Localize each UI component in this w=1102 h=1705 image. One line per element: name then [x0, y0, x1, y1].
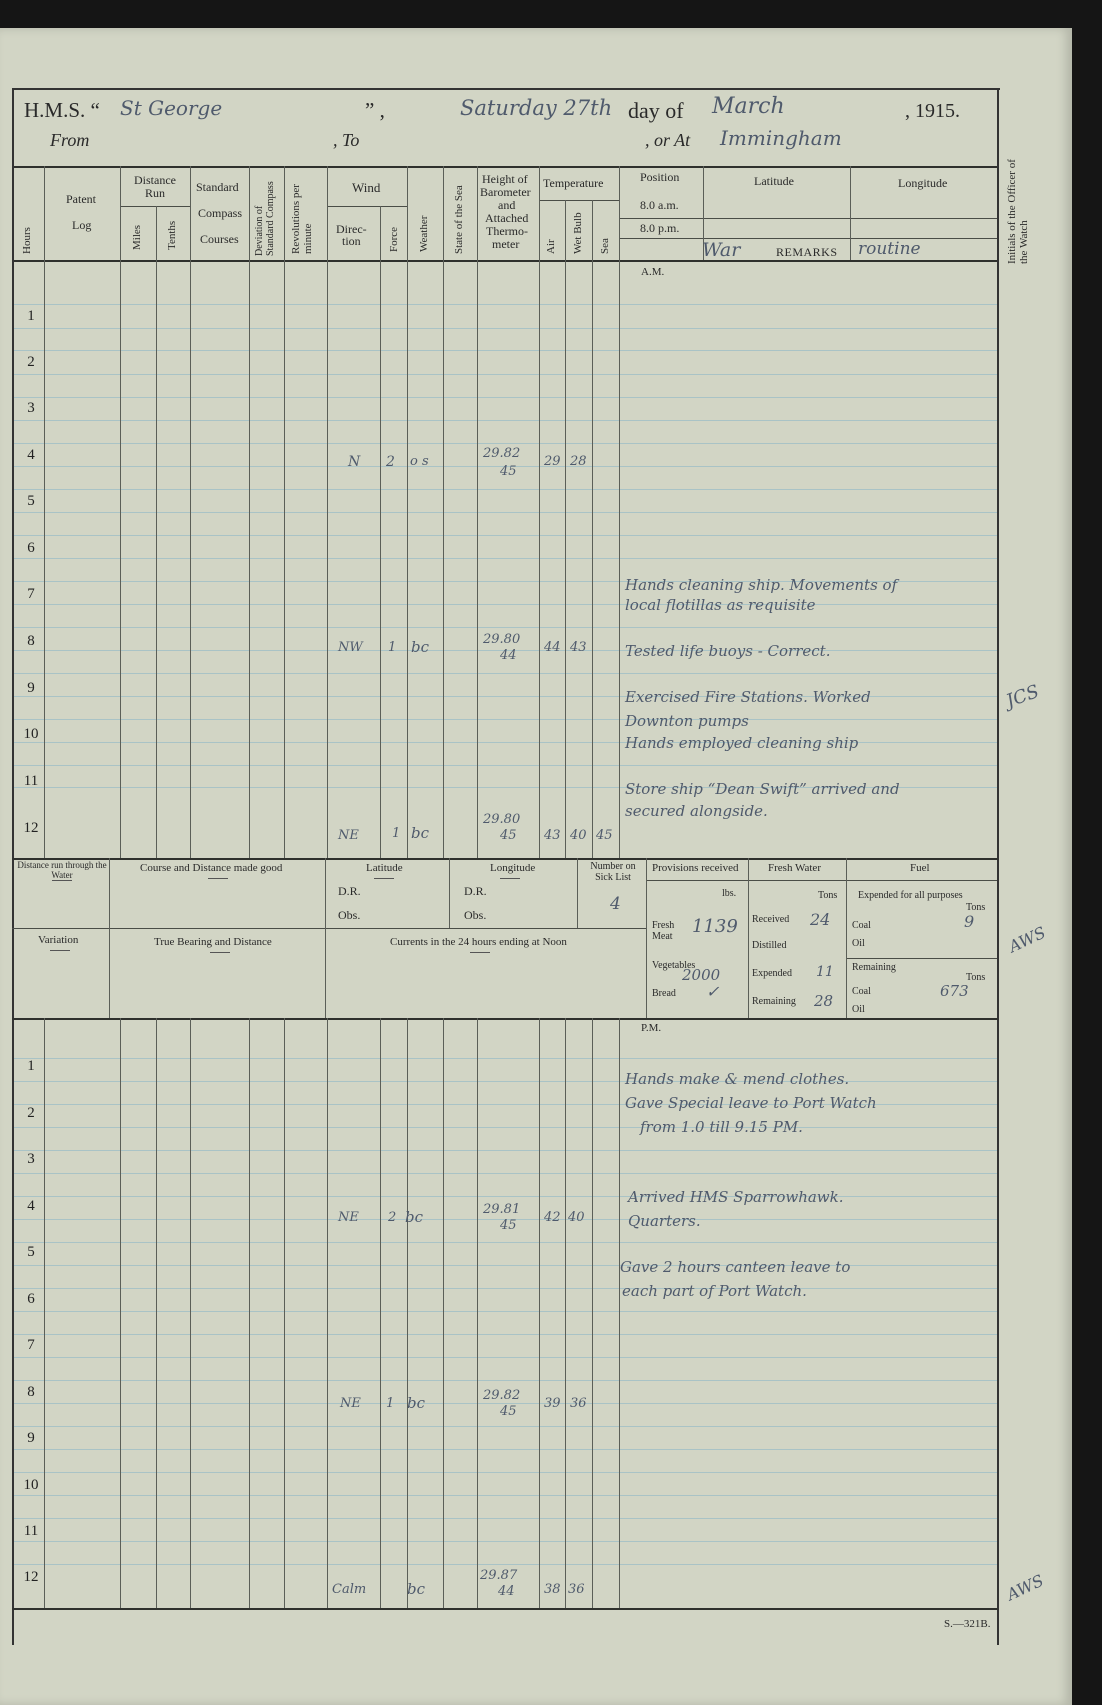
from-label: From	[50, 130, 90, 150]
col-pos-pm: 8.0 p.m.	[640, 221, 680, 235]
col-longitude: Longitude	[898, 176, 948, 190]
water-expended: Expended	[752, 968, 792, 979]
noon-longitude: Longitude	[490, 862, 536, 874]
col-miles: Miles	[131, 224, 143, 250]
thermometer: 45	[500, 828, 517, 843]
fuel-oil: Oil	[852, 938, 865, 949]
wind-direction: NW	[338, 640, 363, 655]
fuel-expended-all: Expended for all purposes	[858, 890, 963, 901]
pm-hour: 3	[27, 1151, 35, 1167]
am-hour: 4	[27, 447, 35, 463]
column-header-bottom	[12, 260, 998, 262]
pm-hour: 5	[27, 1244, 35, 1260]
barometer: 29.82	[483, 446, 521, 461]
wind-force: 1	[386, 1396, 395, 1411]
remark-line: local flotillas as requisite	[625, 596, 816, 614]
am-hour: 1	[27, 308, 35, 324]
col-patent-1: Patent	[66, 192, 96, 206]
air-temp: 38	[544, 1582, 561, 1597]
prov-lbs: lbs.	[722, 888, 737, 899]
prov-vegetables-value: 2000	[682, 966, 721, 984]
noon-variation: Variation	[38, 934, 79, 946]
pm-label: P.M.	[641, 1022, 662, 1034]
pm-hour: 10	[23, 1477, 39, 1493]
water-received-value: 24	[810, 910, 831, 929]
pm-hour: 2	[27, 1105, 35, 1121]
remark-line: Gave Special leave to Port Watch	[625, 1094, 877, 1112]
remark-line: each part of Port Watch.	[622, 1282, 807, 1300]
col-standard-3: Courses	[200, 232, 239, 246]
pm-hour: 1	[27, 1058, 35, 1074]
col-initials: Initials of the Officer of the Watch	[1006, 159, 1030, 264]
remark-line: secured alongside.	[625, 802, 768, 820]
quote-close: ” ,	[365, 98, 385, 122]
remark-line: Hands make & mend clothes.	[625, 1070, 850, 1088]
sea-temp: 45	[596, 828, 613, 843]
col-remarks: REMARKS	[776, 245, 838, 259]
water-tons: Tons	[818, 890, 838, 901]
remark-line: Exercised Fire Stations. Worked	[625, 688, 871, 706]
remark-line: Quarters.	[628, 1212, 701, 1230]
am-hour: 2	[27, 354, 35, 370]
remark-line: Store ship “Dean Swift” arrived and	[625, 780, 900, 798]
am-hour: 6	[27, 540, 35, 556]
weather: bc	[411, 824, 430, 842]
water-remaining: Remaining	[752, 996, 796, 1007]
weather: bc	[411, 638, 430, 656]
water-label: Fresh Water	[768, 862, 821, 874]
am-hour: 8	[27, 633, 35, 649]
am-hour: 7	[27, 586, 35, 602]
noon-lat-dr: D.R.	[338, 884, 361, 898]
to-label: , To	[333, 130, 360, 150]
col-weather: Weather	[418, 215, 430, 252]
air-temp: 44	[544, 640, 561, 655]
barometer: 29.80	[483, 812, 521, 827]
air-temp: 42	[544, 1210, 561, 1225]
remark-line: from 1.0 till 9.15 PM.	[640, 1118, 803, 1136]
am-label: A.M.	[641, 266, 665, 278]
prov-bread-value: ✓	[706, 982, 720, 1001]
noon-initials: AWS	[1005, 922, 1049, 957]
noon-lon-dr: D.R.	[464, 884, 487, 898]
water-received: Received	[752, 914, 790, 925]
wind-force: 1	[392, 826, 401, 841]
pm-hour: 4	[27, 1198, 35, 1214]
prov-label: Provisions received	[652, 862, 739, 874]
col-revolutions: Revolutions per minute	[290, 184, 314, 254]
ship-name: St George	[120, 96, 223, 120]
air-temp: 43	[544, 828, 561, 843]
wind-direction: NE	[338, 1210, 359, 1225]
col-position: Position	[640, 170, 680, 184]
thermometer: 44	[498, 1584, 515, 1599]
noon-bottom-rule	[12, 1018, 998, 1020]
noon-lon-obs: Obs.	[464, 908, 487, 922]
wind-direction: NE	[338, 828, 359, 843]
col-deviation: Deviation of Standard Compass	[254, 181, 276, 256]
air-temp: 39	[544, 1396, 561, 1411]
noon-latitude: Latitude	[366, 862, 403, 874]
col-air: Air	[545, 239, 557, 254]
wet-bulb-temp: 43	[570, 640, 587, 655]
pm-hour: 6	[27, 1291, 35, 1307]
noon-top-rule	[12, 858, 998, 860]
weekday-day: Saturday 27th	[460, 96, 613, 120]
fuel-label: Fuel	[910, 862, 930, 874]
form-number: S.—321B.	[944, 1618, 991, 1630]
pm-hour: 8	[27, 1384, 35, 1400]
remark-line: Gave 2 hours canteen leave to	[620, 1258, 851, 1276]
pm-hour: 11	[23, 1523, 39, 1539]
noon-currents: Currents in the 24 hours ending at Noon	[390, 936, 567, 948]
col-baro-5: Thermo-	[486, 224, 528, 238]
remarks-pre: War	[702, 239, 741, 261]
wet-bulb-temp: 40	[570, 828, 587, 843]
log-page	[0, 28, 1072, 1705]
fuel-oil-2: Oil	[852, 1004, 865, 1015]
col-pos-am: 8.0 a.m.	[640, 198, 679, 212]
remark-line: Downton pumps	[625, 712, 749, 730]
noon-sick-list: Number on Sick List	[590, 861, 636, 883]
air-temp: 29	[544, 454, 561, 469]
am-hour: 5	[27, 493, 35, 509]
col-standard-2: Compass	[198, 206, 243, 220]
col-standard-1: Standard	[196, 180, 239, 194]
noon-true-bearing: True Bearing and Distance	[154, 936, 272, 948]
fuel-tons-2: Tons	[966, 972, 986, 983]
col-temperature: Temperature	[543, 176, 604, 190]
thermometer: 45	[500, 464, 517, 479]
day-of-label: day of	[628, 98, 684, 123]
prov-fresh-meat: Fresh Meat	[652, 920, 675, 942]
col-wind: Wind	[352, 180, 381, 195]
month: March	[712, 94, 785, 119]
remark-line: Arrived HMS Sparrowhawk.	[628, 1188, 844, 1206]
thermometer: 44	[500, 648, 517, 663]
col-distance-run: Distance Run	[134, 173, 176, 200]
noon-dist-water: Distance run through the Water	[17, 860, 107, 880]
barometer: 29.80	[483, 632, 521, 647]
col-wet-bulb: Wet Bulb	[572, 212, 584, 254]
noon-lat-obs: Obs.	[338, 908, 361, 922]
am-hour: 10	[23, 726, 39, 742]
page-bottom-rule	[12, 1608, 998, 1610]
location: Immingham	[720, 126, 842, 150]
wet-bulb-temp: 28	[570, 454, 587, 469]
wind-direction: NE	[340, 1396, 361, 1411]
col-direction-1: Direc-	[336, 222, 367, 236]
col-baro-3: and	[498, 198, 516, 212]
wind-direction: N	[348, 454, 361, 470]
thermometer: 45	[500, 1218, 517, 1233]
fuel-coal-rem-value: 673	[940, 982, 969, 1000]
col-tenths: Tenths	[166, 220, 178, 250]
weather: o s	[410, 454, 429, 469]
barometer: 29.87	[480, 1568, 518, 1583]
prov-bread: Bread	[652, 988, 676, 999]
weather: bc	[407, 1580, 426, 1598]
weather: bc	[407, 1394, 426, 1412]
col-force: Force	[388, 226, 400, 252]
col-baro-1: Height of	[482, 172, 528, 186]
noon-sick-value: 4	[610, 894, 621, 914]
col-direction-2: tion	[342, 234, 361, 248]
am-hour: 12	[23, 820, 39, 836]
col-baro-2: Barometer	[480, 185, 531, 199]
fuel-coal: Coal	[852, 920, 871, 931]
pm-initials: AWS	[1003, 1570, 1047, 1605]
am-initials: JCS	[1003, 680, 1042, 713]
water-remaining-value: 28	[814, 992, 834, 1010]
remarks-post: routine	[858, 239, 921, 259]
wind-force: 2	[388, 1210, 397, 1225]
barometer: 29.81	[483, 1202, 521, 1217]
pm-hour: 7	[27, 1337, 35, 1353]
fuel-tons: Tons	[966, 902, 986, 913]
am-hour: 9	[27, 680, 35, 696]
wet-bulb-temp: 40	[568, 1210, 585, 1225]
prov-vegetables: Vegetables	[652, 960, 696, 971]
fuel-coal-2: Coal	[852, 986, 871, 997]
fuel-coal-exp-value: 9	[964, 912, 975, 931]
wind-force: 2	[386, 454, 395, 470]
am-hour: 3	[27, 400, 35, 416]
col-baro-4: Attached	[485, 211, 529, 225]
remark-line: Tested life buoys - Correct.	[625, 642, 831, 660]
or-at-label: , or At	[645, 130, 691, 150]
wind-force: 1	[388, 640, 397, 655]
pm-hour: 9	[27, 1430, 35, 1446]
pm-hour: 12	[23, 1569, 39, 1585]
water-expended-value: 11	[816, 964, 834, 980]
wind-direction: Calm	[332, 1582, 367, 1597]
noon-course: Course and Distance made good	[140, 862, 283, 874]
wet-bulb-temp: 36	[570, 1396, 587, 1411]
remark-line: Hands cleaning ship. Movements of	[625, 576, 898, 594]
year: , 1915.	[905, 100, 960, 122]
remark-line: Hands employed cleaning ship	[625, 734, 859, 752]
water-distilled: Distilled	[752, 940, 787, 951]
fuel-remaining: Remaining	[852, 962, 896, 973]
col-state-of-sea: State of the Sea	[453, 185, 465, 254]
col-baro-6: meter	[492, 237, 520, 251]
col-patent-2: Log	[72, 218, 92, 232]
col-hours: Hours	[21, 227, 33, 254]
col-latitude: Latitude	[754, 174, 794, 188]
thermometer: 45	[500, 1404, 517, 1419]
header-top-rule	[12, 88, 1000, 90]
prov-fresh-meat-value: 1139	[692, 916, 738, 937]
col-sea: Sea	[599, 238, 611, 254]
am-hour: 11	[23, 773, 39, 789]
barometer: 29.82	[483, 1388, 521, 1403]
weather: bc	[405, 1208, 424, 1226]
wet-bulb-temp: 36	[568, 1582, 585, 1597]
hms-label: H.M.S. “	[24, 98, 100, 122]
